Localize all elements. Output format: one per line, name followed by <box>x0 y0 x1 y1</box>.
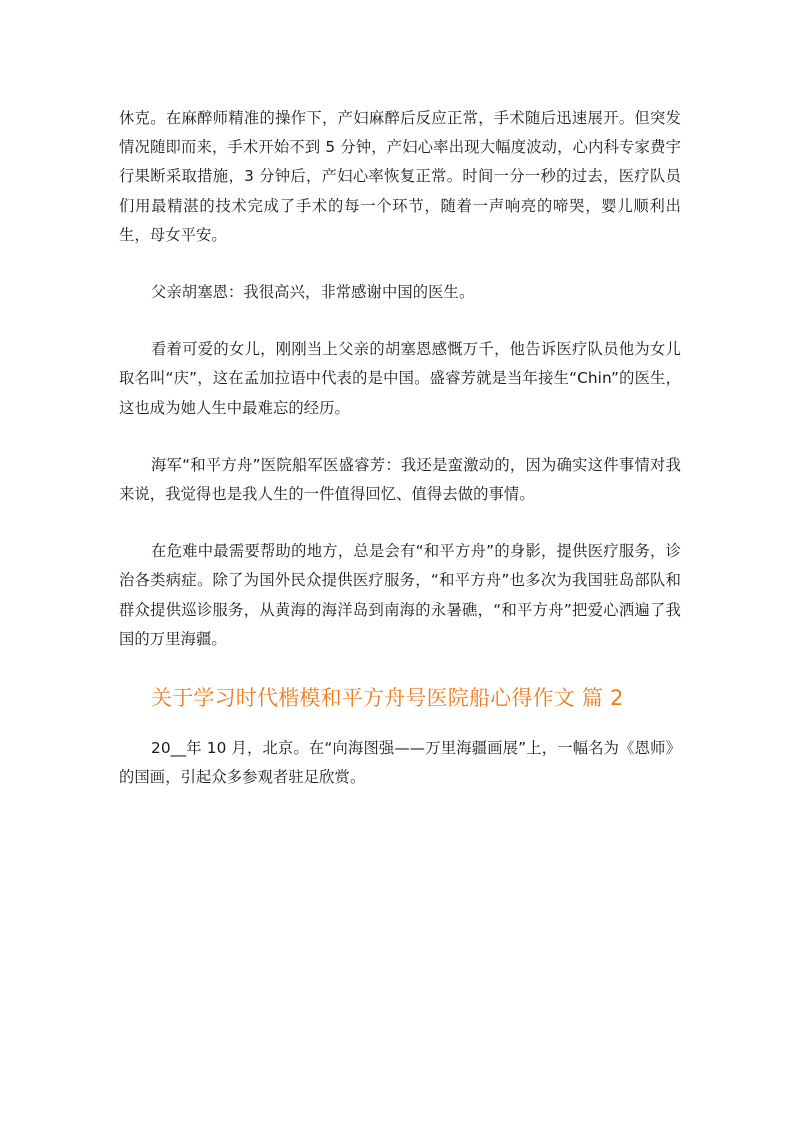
document-body <box>119 104 681 792</box>
paragraph-3: 看着可爱的女儿，刚刚当上父亲的胡塞恩感慨万千，他告诉医疗队员他为女儿取名叫“庆”，这在孟加拉语中代表的是中国。盛睿芳就是当年接生“Chin”的医生，这也成为她人生中最难忘的经历。 <box>119 340 681 417</box>
section-heading: 关于学习时代楷模和平方舟号医院船心得作文 篇 2 <box>151 686 624 711</box>
paragraph-6: 20__年 10 月，北京。在“向海图强——万里海疆画展”上，一幅名为《恩师》的国画，引起众多参观者驻足欣赏。 <box>119 739 681 787</box>
paragraph-4: 海军“和平方舟”医院船军医盛睿芳：我还是蛮激动的，因为确实这件事情对我来说，我觉得也是我人生的一件值得回忆、值得去做的事情。 <box>119 455 681 504</box>
paragraph-2: 父亲胡塞恩：我很高兴，非常感谢中国的医生。 <box>151 283 475 302</box>
paragraph-1: 休克。在麻醉师精准的操作下，产妇麻醉后反应正常，手术随后迅速展开。但突发情况随即而来，手术开始不到 5 分钟，产妇心率出现大幅度波动，心内科专家费宇行果断采取措施，3 分钟后，产妇心率恢复正常。时间一分一秒的过去，医疗队员们用最精湛的技术完成了手术的每一个环节，随着一声响亮的啼哭，婴儿顺利出生，母女平安。 <box>119 109 681 244</box>
paragraph-5: 在危难中最需要帮助的地方，总是会有“和平方舟”的身影，提供医疗服务，诊治各类病症。除了为国外民众提供医疗服务，“和平方舟”也多次为我国驻岛部队和群众提供巡诊服务，从黄海的海洋岛到南海的永暑礁，“和平方舟”把爱心洒遍了我国的万里海疆。 <box>119 542 681 648</box>
